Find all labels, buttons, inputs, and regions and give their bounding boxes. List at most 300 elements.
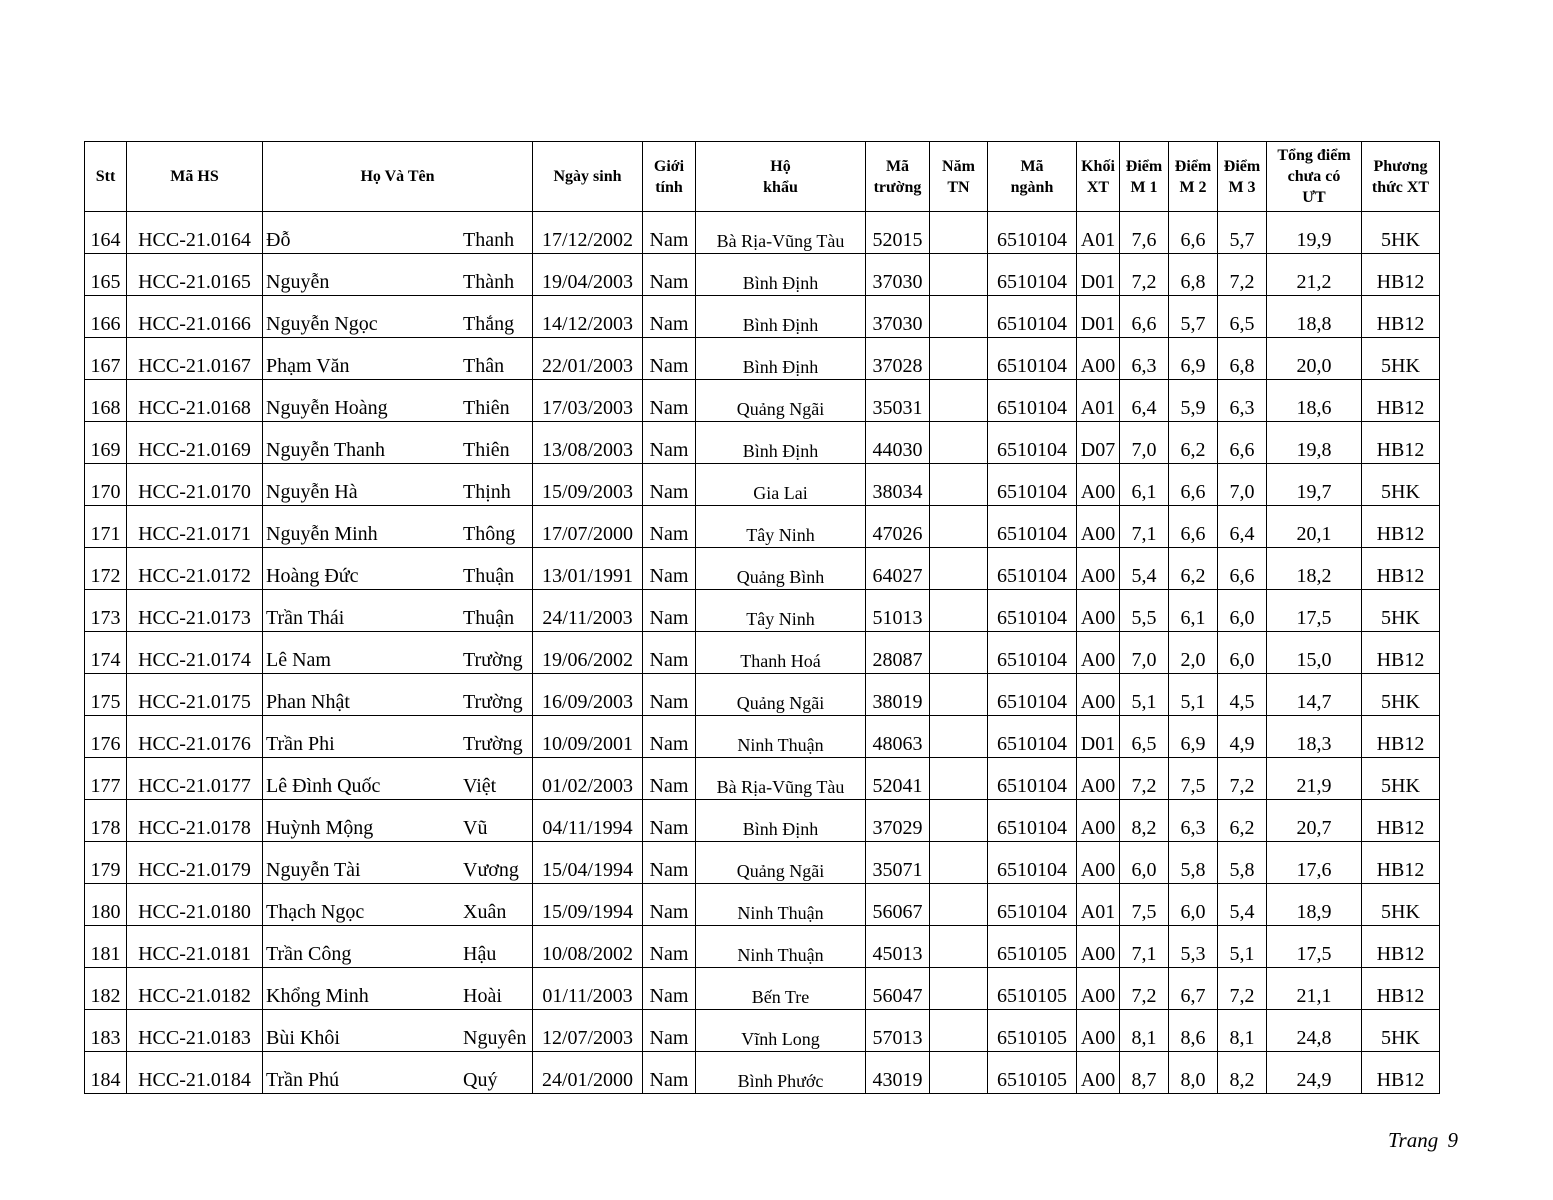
cell-stt: 169: [85, 422, 127, 464]
cell-ho-va-ten: [263, 800, 533, 842]
cell-phuong-thuc-xt: HB12: [1362, 926, 1440, 968]
cell-diem-m3: 6,6: [1218, 548, 1267, 590]
cell-diem-m2: 6,6: [1169, 212, 1218, 254]
cell-diem-m2: 6,6: [1169, 506, 1218, 548]
cell-diem-m1: 6,5: [1120, 716, 1169, 758]
ho-dem: Nguyễn Minh: [266, 523, 378, 545]
cell-ho-khau: Bình Phước: [696, 1052, 866, 1094]
cell-ho-va-ten: [263, 548, 533, 590]
table-row: [85, 632, 1440, 674]
cell-khoi-xt: A00: [1077, 1052, 1120, 1094]
cell-ho-va-ten: [263, 422, 533, 464]
cell-phuong-thuc-xt: HB12: [1362, 716, 1440, 758]
cell-ma-truong: 37029: [866, 800, 930, 842]
cell-tong-diem: 18,3: [1267, 716, 1362, 758]
table-row: [85, 380, 1440, 422]
cell-diem-m2: 5,8: [1169, 842, 1218, 884]
ten: Trường: [463, 649, 523, 671]
cell-ho-khau: Thanh Hoá: [696, 632, 866, 674]
ho-dem: Khổng Minh: [266, 985, 369, 1007]
full-name: [263, 985, 532, 1009]
cell-ma-hs: HCC-21.0175: [127, 674, 263, 716]
cell-diem-m1: 6,1: [1120, 464, 1169, 506]
cell-ngay-sinh: 19/04/2003: [533, 254, 643, 296]
cell-ngay-sinh: 22/01/2003: [533, 338, 643, 380]
cell-diem-m1: 8,1: [1120, 1010, 1169, 1052]
ho-dem: Lê Đình Quốc: [266, 775, 381, 797]
cell-khoi-xt: A01: [1077, 884, 1120, 926]
ten: Trường: [463, 691, 523, 713]
ho-dem: Nguyễn Hoàng: [266, 397, 388, 419]
ten: Hậu: [463, 943, 497, 965]
cell-diem-m3: 4,5: [1218, 674, 1267, 716]
ho-dem: Trần Phú: [266, 1069, 340, 1091]
cell-ma-nganh: 6510105: [988, 968, 1077, 1010]
cell-diem-m1: 7,0: [1120, 422, 1169, 464]
cell-stt: 174: [85, 632, 127, 674]
cell-diem-m2: 6,9: [1169, 716, 1218, 758]
cell-ho-va-ten: [263, 338, 533, 380]
cell-tong-diem: 24,8: [1267, 1010, 1362, 1052]
ten: Thuận: [463, 607, 515, 629]
cell-diem-m1: 6,3: [1120, 338, 1169, 380]
table-row: [85, 338, 1440, 380]
cell-stt: 181: [85, 926, 127, 968]
ten: Việt: [463, 775, 497, 797]
cell-diem-m3: 6,2: [1218, 800, 1267, 842]
cell-diem-m2: 7,5: [1169, 758, 1218, 800]
full-name: [263, 523, 532, 547]
cell-tong-diem: 14,7: [1267, 674, 1362, 716]
cell-ngay-sinh: 13/01/1991: [533, 548, 643, 590]
cell-tong-diem: 18,2: [1267, 548, 1362, 590]
cell-ho-va-ten: [263, 926, 533, 968]
full-name: [263, 691, 532, 715]
cell-khoi-xt: A01: [1077, 380, 1120, 422]
cell-ma-nganh: 6510104: [988, 338, 1077, 380]
cell-diem-m1: 7,5: [1120, 884, 1169, 926]
cell-ma-truong: 56047: [866, 968, 930, 1010]
cell-ma-truong: 43019: [866, 1052, 930, 1094]
cell-gioi-tinh: Nam: [643, 632, 696, 674]
cell-diem-m3: 5,8: [1218, 842, 1267, 884]
cell-nam-tn: [930, 632, 988, 674]
cell-diem-m1: 7,6: [1120, 212, 1169, 254]
cell-ho-khau: Tây Ninh: [696, 590, 866, 632]
cell-stt: 175: [85, 674, 127, 716]
table-body: [85, 212, 1440, 1094]
cell-ma-hs: HCC-21.0169: [127, 422, 263, 464]
cell-ma-nganh: 6510104: [988, 548, 1077, 590]
cell-stt: 164: [85, 212, 127, 254]
page-number-value: 9: [1447, 1128, 1458, 1152]
cell-khoi-xt: D01: [1077, 254, 1120, 296]
ho-dem: Bùi Khôi: [266, 1027, 340, 1049]
cell-ho-khau: Bà Rịa-Vũng Tàu: [696, 758, 866, 800]
cell-ho-va-ten: [263, 254, 533, 296]
cell-ngay-sinh: 24/01/2000: [533, 1052, 643, 1094]
cell-phuong-thuc-xt: HB12: [1362, 632, 1440, 674]
cell-diem-m3: 5,1: [1218, 926, 1267, 968]
table-row: [85, 1010, 1440, 1052]
cell-ma-hs: HCC-21.0171: [127, 506, 263, 548]
cell-ma-truong: 64027: [866, 548, 930, 590]
cell-stt: 166: [85, 296, 127, 338]
cell-stt: 179: [85, 842, 127, 884]
cell-gioi-tinh: Nam: [643, 842, 696, 884]
cell-ma-nganh: 6510104: [988, 590, 1077, 632]
cell-ho-va-ten: [263, 968, 533, 1010]
ten: Hoài: [463, 985, 502, 1007]
cell-phuong-thuc-xt: 5HK: [1362, 1010, 1440, 1052]
cell-diem-m2: 5,7: [1169, 296, 1218, 338]
cell-ma-hs: HCC-21.0177: [127, 758, 263, 800]
cell-khoi-xt: A00: [1077, 968, 1120, 1010]
cell-ho-va-ten: [263, 296, 533, 338]
cell-ma-nganh: 6510104: [988, 800, 1077, 842]
cell-stt: 173: [85, 590, 127, 632]
cell-ma-truong: 52041: [866, 758, 930, 800]
cell-tong-diem: 21,2: [1267, 254, 1362, 296]
cell-ma-nganh: 6510104: [988, 884, 1077, 926]
cell-phuong-thuc-xt: HB12: [1362, 548, 1440, 590]
cell-diem-m3: 7,0: [1218, 464, 1267, 506]
cell-stt: 165: [85, 254, 127, 296]
ho-dem: Phan Nhật: [266, 691, 350, 713]
cell-ngay-sinh: 12/07/2003: [533, 1010, 643, 1052]
cell-phuong-thuc-xt: HB12: [1362, 842, 1440, 884]
cell-tong-diem: 20,7: [1267, 800, 1362, 842]
cell-ngay-sinh: 16/09/2003: [533, 674, 643, 716]
cell-diem-m2: 6,8: [1169, 254, 1218, 296]
cell-ho-khau: Ninh Thuận: [696, 926, 866, 968]
cell-ma-truong: 28087: [866, 632, 930, 674]
cell-ma-truong: 47026: [866, 506, 930, 548]
ho-dem: Phạm Văn: [266, 355, 350, 377]
cell-tong-diem: 17,6: [1267, 842, 1362, 884]
header-ho-khau: Hộ khẩu: [696, 142, 866, 212]
cell-stt: 172: [85, 548, 127, 590]
cell-ma-truong: 56067: [866, 884, 930, 926]
cell-ma-nganh: 6510104: [988, 842, 1077, 884]
cell-diem-m2: 6,1: [1169, 590, 1218, 632]
header-ho-va-ten: Họ Và Tên: [263, 142, 533, 212]
cell-ma-truong: 38019: [866, 674, 930, 716]
cell-ho-khau: Tây Ninh: [696, 506, 866, 548]
ho-dem: Đỗ: [266, 229, 291, 251]
ho-dem: Nguyễn Thanh: [266, 439, 386, 461]
cell-tong-diem: 20,1: [1267, 506, 1362, 548]
table-row: [85, 758, 1440, 800]
cell-ho-khau: Bến Tre: [696, 968, 866, 1010]
cell-ho-khau: Ninh Thuận: [696, 884, 866, 926]
ho-dem: Nguyễn Hà: [266, 481, 358, 503]
cell-ngay-sinh: 10/08/2002: [533, 926, 643, 968]
cell-nam-tn: [930, 380, 988, 422]
cell-ngay-sinh: 15/09/2003: [533, 464, 643, 506]
cell-khoi-xt: A00: [1077, 842, 1120, 884]
cell-diem-m2: 6,9: [1169, 338, 1218, 380]
cell-ma-truong: 51013: [866, 590, 930, 632]
cell-diem-m1: 5,1: [1120, 674, 1169, 716]
header-diem-m2: Điểm M 2: [1169, 142, 1218, 212]
cell-stt: 183: [85, 1010, 127, 1052]
cell-gioi-tinh: Nam: [643, 380, 696, 422]
cell-ngay-sinh: 17/03/2003: [533, 380, 643, 422]
cell-nam-tn: [930, 590, 988, 632]
full-name: [263, 271, 532, 295]
header-stt: Stt: [85, 142, 127, 212]
ten: Nguyên: [463, 1027, 527, 1049]
cell-diem-m1: 7,2: [1120, 758, 1169, 800]
header-ma-truong: Mã trường: [866, 142, 930, 212]
cell-gioi-tinh: Nam: [643, 590, 696, 632]
header-row: [85, 142, 1440, 212]
cell-ho-khau: Bình Định: [696, 338, 866, 380]
cell-ma-truong: 38034: [866, 464, 930, 506]
full-name: [263, 565, 532, 589]
cell-ma-hs: HCC-21.0164: [127, 212, 263, 254]
ten: Thắng: [463, 313, 515, 335]
ten: Thịnh: [463, 481, 511, 503]
cell-tong-diem: 17,5: [1267, 926, 1362, 968]
cell-diem-m2: 5,3: [1169, 926, 1218, 968]
header-ngay-sinh: Ngày sinh: [533, 142, 643, 212]
cell-ma-nganh: 6510104: [988, 632, 1077, 674]
table-row: [85, 884, 1440, 926]
cell-ma-hs: HCC-21.0168: [127, 380, 263, 422]
cell-khoi-xt: A00: [1077, 674, 1120, 716]
header-khoi-xt: Khối XT: [1077, 142, 1120, 212]
cell-nam-tn: [930, 758, 988, 800]
full-name: [263, 397, 532, 421]
cell-nam-tn: [930, 296, 988, 338]
ten: Quý: [463, 1069, 498, 1091]
cell-ho-va-ten: [263, 842, 533, 884]
header-gioi-tinh: Giới tính: [643, 142, 696, 212]
header-phuong-thuc-xt: Phương thức XT: [1362, 142, 1440, 212]
cell-ho-khau: Bình Định: [696, 296, 866, 338]
table-row: [85, 296, 1440, 338]
cell-ho-va-ten: [263, 1010, 533, 1052]
cell-khoi-xt: D01: [1077, 296, 1120, 338]
cell-diem-m1: 7,2: [1120, 968, 1169, 1010]
cell-diem-m3: 4,9: [1218, 716, 1267, 758]
ho-dem: Hoàng Đức: [266, 565, 359, 587]
cell-phuong-thuc-xt: 5HK: [1362, 464, 1440, 506]
full-name: [263, 859, 532, 883]
full-name: [263, 943, 532, 967]
cell-ma-nganh: 6510104: [988, 254, 1077, 296]
cell-ma-hs: HCC-21.0180: [127, 884, 263, 926]
table-row: [85, 254, 1440, 296]
cell-ma-nganh: 6510105: [988, 1010, 1077, 1052]
cell-phuong-thuc-xt: 5HK: [1362, 674, 1440, 716]
cell-ma-nganh: 6510104: [988, 674, 1077, 716]
ho-dem: Trần Công: [266, 943, 352, 965]
cell-stt: 170: [85, 464, 127, 506]
cell-ho-va-ten: [263, 212, 533, 254]
cell-phuong-thuc-xt: HB12: [1362, 506, 1440, 548]
ten: Thân: [463, 355, 505, 377]
cell-phuong-thuc-xt: HB12: [1362, 1052, 1440, 1094]
ho-dem: Trần Thái: [266, 607, 345, 629]
cell-gioi-tinh: Nam: [643, 968, 696, 1010]
cell-nam-tn: [930, 926, 988, 968]
cell-tong-diem: 21,1: [1267, 968, 1362, 1010]
cell-diem-m2: 6,0: [1169, 884, 1218, 926]
cell-diem-m1: 7,1: [1120, 506, 1169, 548]
table-row: [85, 800, 1440, 842]
cell-ma-hs: HCC-21.0170: [127, 464, 263, 506]
cell-ho-khau: Quảng Ngãi: [696, 380, 866, 422]
cell-ma-nganh: 6510104: [988, 464, 1077, 506]
cell-nam-tn: [930, 1052, 988, 1094]
cell-khoi-xt: A00: [1077, 758, 1120, 800]
cell-tong-diem: 21,9: [1267, 758, 1362, 800]
cell-ma-truong: 52015: [866, 212, 930, 254]
cell-ma-nganh: 6510104: [988, 716, 1077, 758]
cell-ma-truong: 35071: [866, 842, 930, 884]
ho-dem: Nguyễn Tài: [266, 859, 361, 881]
cell-tong-diem: 18,9: [1267, 884, 1362, 926]
cell-ma-truong: 37028: [866, 338, 930, 380]
full-name: [263, 1069, 532, 1093]
header-diem-m3: Điểm M 3: [1218, 142, 1267, 212]
cell-ho-khau: Vĩnh Long: [696, 1010, 866, 1052]
cell-ma-hs: HCC-21.0176: [127, 716, 263, 758]
cell-ho-va-ten: [263, 380, 533, 422]
cell-diem-m3: 6,6: [1218, 422, 1267, 464]
ten: Vũ: [463, 817, 488, 839]
cell-ho-khau: Bình Định: [696, 800, 866, 842]
cell-phuong-thuc-xt: 5HK: [1362, 590, 1440, 632]
cell-ma-truong: 44030: [866, 422, 930, 464]
ten: Thành: [463, 271, 515, 293]
ho-dem: Trần Phi: [266, 733, 335, 755]
cell-gioi-tinh: Nam: [643, 422, 696, 464]
cell-phuong-thuc-xt: HB12: [1362, 800, 1440, 842]
cell-gioi-tinh: Nam: [643, 884, 696, 926]
ten: Xuân: [463, 901, 507, 923]
full-name: [263, 607, 532, 631]
cell-diem-m2: 8,0: [1169, 1052, 1218, 1094]
table-row: [85, 590, 1440, 632]
cell-diem-m3: 6,0: [1218, 590, 1267, 632]
cell-stt: 178: [85, 800, 127, 842]
cell-nam-tn: [930, 338, 988, 380]
ten: Thuận: [463, 565, 515, 587]
cell-diem-m3: 6,4: [1218, 506, 1267, 548]
cell-stt: 176: [85, 716, 127, 758]
cell-ma-nganh: 6510104: [988, 422, 1077, 464]
cell-tong-diem: 18,6: [1267, 380, 1362, 422]
cell-ngay-sinh: 15/04/1994: [533, 842, 643, 884]
cell-ho-va-ten: [263, 758, 533, 800]
cell-ma-nganh: 6510104: [988, 758, 1077, 800]
cell-gioi-tinh: Nam: [643, 1052, 696, 1094]
cell-ho-khau: Bà Rịa-Vũng Tàu: [696, 212, 866, 254]
cell-stt: 180: [85, 884, 127, 926]
cell-diem-m3: 6,8: [1218, 338, 1267, 380]
cell-nam-tn: [930, 842, 988, 884]
cell-khoi-xt: A00: [1077, 506, 1120, 548]
cell-diem-m2: 6,7: [1169, 968, 1218, 1010]
cell-diem-m2: 6,2: [1169, 422, 1218, 464]
cell-gioi-tinh: Nam: [643, 548, 696, 590]
cell-diem-m1: 5,4: [1120, 548, 1169, 590]
cell-ma-truong: 45013: [866, 926, 930, 968]
cell-gioi-tinh: Nam: [643, 800, 696, 842]
cell-nam-tn: [930, 212, 988, 254]
cell-ma-hs: HCC-21.0173: [127, 590, 263, 632]
cell-ngay-sinh: 17/12/2002: [533, 212, 643, 254]
cell-nam-tn: [930, 254, 988, 296]
full-name: [263, 313, 532, 337]
cell-ngay-sinh: 01/11/2003: [533, 968, 643, 1010]
cell-diem-m2: 2,0: [1169, 632, 1218, 674]
ho-dem: Thạch Ngọc: [266, 901, 365, 923]
ho-dem: Lê Nam: [266, 649, 331, 671]
cell-ma-nganh: 6510104: [988, 380, 1077, 422]
cell-gioi-tinh: Nam: [643, 1010, 696, 1052]
full-name: [263, 439, 532, 463]
cell-diem-m1: 8,2: [1120, 800, 1169, 842]
cell-tong-diem: 19,9: [1267, 212, 1362, 254]
cell-ma-nganh: 6510105: [988, 926, 1077, 968]
full-name: [263, 901, 532, 925]
cell-ho-khau: Gia Lai: [696, 464, 866, 506]
header-ma-hs: Mã HS: [127, 142, 263, 212]
cell-ma-hs: HCC-21.0174: [127, 632, 263, 674]
cell-diem-m3: 5,7: [1218, 212, 1267, 254]
cell-ho-khau: Quảng Ngãi: [696, 674, 866, 716]
table-row: [85, 926, 1440, 968]
table-row: [85, 212, 1440, 254]
cell-gioi-tinh: Nam: [643, 674, 696, 716]
ho-dem: Nguyễn: [266, 271, 330, 293]
page-number: [1388, 1128, 1458, 1153]
cell-ngay-sinh: 14/12/2003: [533, 296, 643, 338]
cell-ngay-sinh: 04/11/1994: [533, 800, 643, 842]
cell-phuong-thuc-xt: HB12: [1362, 380, 1440, 422]
cell-gioi-tinh: Nam: [643, 338, 696, 380]
cell-khoi-xt: A00: [1077, 464, 1120, 506]
ten: Thanh: [463, 229, 515, 251]
cell-ma-hs: HCC-21.0182: [127, 968, 263, 1010]
cell-diem-m1: 6,4: [1120, 380, 1169, 422]
full-name: [263, 229, 532, 253]
table-row: [85, 548, 1440, 590]
cell-diem-m1: 5,5: [1120, 590, 1169, 632]
ten: Trường: [463, 733, 523, 755]
cell-khoi-xt: A00: [1077, 548, 1120, 590]
ten: Thông: [463, 523, 516, 545]
cell-khoi-xt: A00: [1077, 926, 1120, 968]
cell-gioi-tinh: Nam: [643, 464, 696, 506]
cell-diem-m2: 8,6: [1169, 1010, 1218, 1052]
cell-nam-tn: [930, 800, 988, 842]
cell-diem-m2: 6,6: [1169, 464, 1218, 506]
cell-ho-khau: Quảng Ngãi: [696, 842, 866, 884]
cell-ho-va-ten: [263, 716, 533, 758]
cell-ho-va-ten: [263, 506, 533, 548]
cell-ma-hs: HCC-21.0178: [127, 800, 263, 842]
cell-ho-va-ten: [263, 884, 533, 926]
cell-diem-m3: 7,2: [1218, 758, 1267, 800]
cell-ngay-sinh: 13/08/2003: [533, 422, 643, 464]
cell-ho-khau: Ninh Thuận: [696, 716, 866, 758]
